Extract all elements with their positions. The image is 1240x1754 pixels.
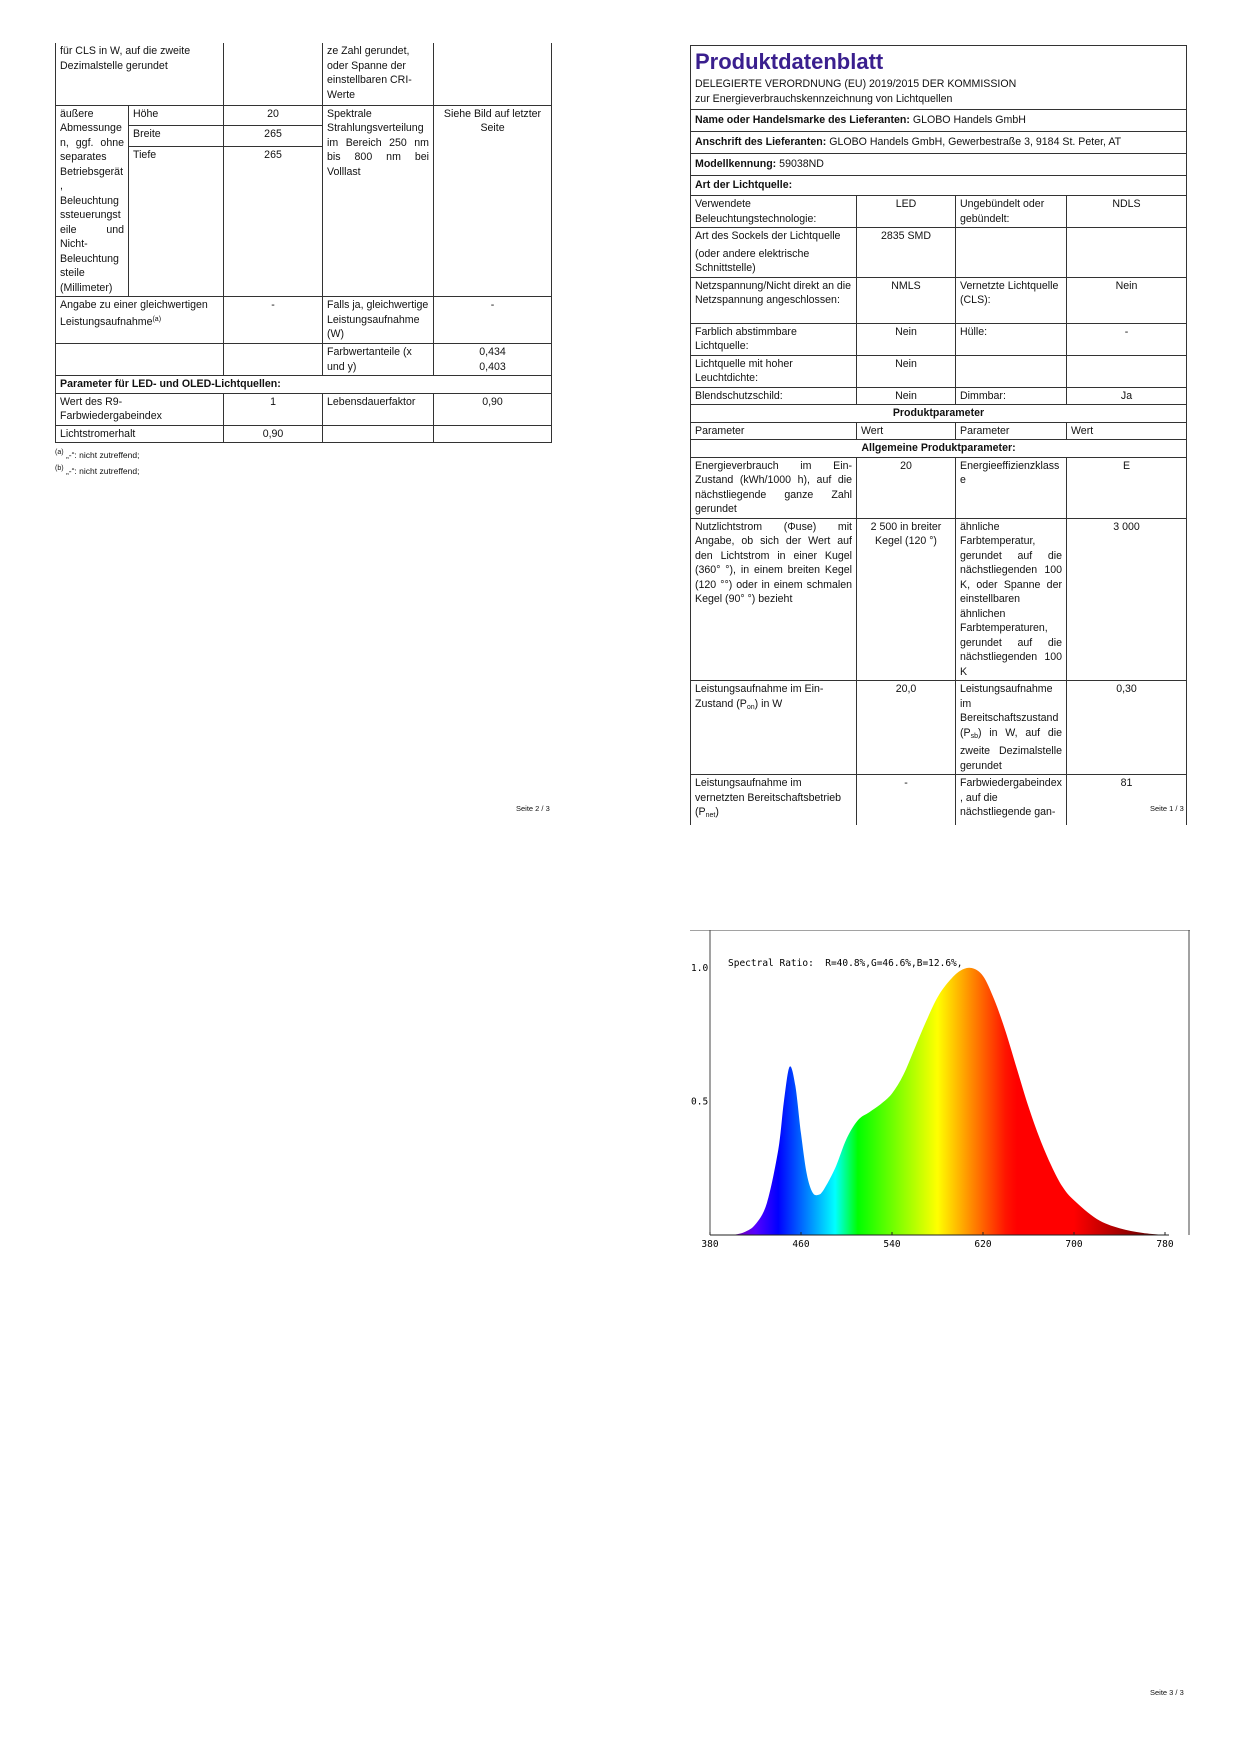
- table-row: Verwendete Beleuchtungstechnologie: LED Ungebündelt oder gebündelt: NDLS: [691, 196, 1187, 228]
- page1-table: [690, 45, 1187, 825]
- address-row: Anschrift des Lieferanten: GLOBO Handels GmbH, Gewerbestraße 3, 9184 St. Peter, AT: [691, 132, 1187, 154]
- table-row: Parameter Wert Parameter Wert: [691, 422, 1187, 440]
- r9-value: 1: [224, 393, 323, 425]
- cri-value: 81: [1067, 775, 1187, 825]
- dimmable-value: Ja: [1067, 387, 1187, 405]
- cls-power-label: für CLS in W, auf die zweite Dezimalstelle gerundet: [56, 43, 224, 105]
- width-value: 265: [224, 126, 323, 147]
- product-params-header: Produktparameter: [691, 405, 1187, 423]
- spectrum-series: [733, 968, 1165, 1235]
- depth-label: Tiefe: [129, 146, 224, 296]
- regulation-text: DELEGIERTE VERORDNUNG (EU) 2019/2015 DER KOMMISSION zur Energieverbrauchskennzeichnung von Lichtquellen: [695, 78, 1017, 105]
- spectral-value: Siehe Bild auf letzter Seite: [434, 105, 552, 297]
- footnote-a: $^{(a)}$ „-“: nicht zutreffend;: [55, 449, 140, 460]
- bundled-value: NDLS: [1067, 196, 1187, 228]
- table-row: [56, 297, 552, 344]
- supplier-value: GLOBO Handels GmbH: [912, 114, 1026, 126]
- x-tick-label: 780: [1156, 1239, 1174, 1250]
- table-row: [56, 105, 552, 126]
- address-value: GLOBO Handels GmbH, Gewerbestraße 3, 9184 St. Peter, AT: [829, 136, 1122, 148]
- general-params-header: Allgemeine Produktparameter:: [691, 440, 1187, 458]
- spectral-label: Spektrale Strahlungsverteilung im Bereich 250 nm bis 800 nm bei Volllast: [323, 105, 434, 297]
- lifetime-factor-label: Lebensdauerfaktor: [323, 393, 434, 425]
- led-params-header: Parameter für LED- und OLED-Lichtquellen:: [56, 376, 552, 394]
- tech-value: LED: [857, 196, 956, 228]
- equiv-power-value: -: [224, 297, 323, 344]
- table-row: Farblich abstimmbare Lichtquelle: Nein Hülle: -: [691, 323, 1187, 355]
- table-row: Lichtquelle mit hoher Leuchtdichte: Nein: [691, 355, 1187, 387]
- cri-label-cont: ze Zahl gerundet, oder Spanne der einstellbaren CRI-Werte: [323, 43, 434, 105]
- table-row: [56, 43, 552, 105]
- table-row: Netzspannung/Nicht direkt an die Netzspannung angeschlossen: NMLS Vernetzte Lichtquelle (CLS): Nein: [691, 277, 1187, 323]
- table-row: [691, 176, 1187, 196]
- page3-number: Seite 3 / 3: [1150, 1688, 1184, 1697]
- page1-number: Seite 1 / 3: [1150, 804, 1184, 813]
- spectrum-chart: [690, 930, 1190, 1250]
- table-row: [691, 154, 1187, 176]
- x-tick-label: 380: [701, 1239, 719, 1250]
- r9-label: Wert des R9-Farbwiedergabeindex: [56, 393, 224, 425]
- mains-value: NMLS: [857, 277, 956, 323]
- page-1: [690, 45, 1187, 825]
- table-row: Blendschutzschild: Nein Dimmbar: Ja: [691, 387, 1187, 405]
- lumen-value: 2 500 in breiter Kegel (120 °): [857, 518, 956, 681]
- x-tick-label: 620: [974, 1239, 992, 1250]
- cct-value: 3 000: [1067, 518, 1187, 681]
- page-2: [55, 43, 552, 478]
- equiv-power-label: Angabe zu einer gleichwertigen Leistungsaufnahme$^{(a)}$: [56, 297, 224, 344]
- y-tick-label: 0.5: [691, 1096, 709, 1108]
- flux-maintenance-value: 0,90: [224, 425, 323, 443]
- chart-title: Spectral Ratio: R=40.8%,G=46.6%,B=12.6%,: [728, 958, 963, 969]
- width-label: Breite: [129, 126, 224, 147]
- table-row: [691, 132, 1187, 154]
- page2-table: [55, 43, 552, 443]
- table-row: Energieverbrauch im Ein-Zustand (kWh/1000 h), auf die nächstliegende ganze Zahl gerundet 20 Energieeffizienzklasse E: [691, 457, 1187, 518]
- supplier-row: Name oder Handelsmarke des Lieferanten: GLOBO Handels GmbH: [691, 110, 1187, 132]
- table-row: [691, 110, 1187, 132]
- lifetime-factor-value: 0,90: [434, 393, 552, 425]
- table-row: [56, 425, 552, 443]
- footnote-b: $^{(b)}$ „-“: nicht zutreffend;: [55, 465, 140, 476]
- pnet-value: -: [857, 775, 956, 825]
- dimensions-label: äußere Abmessungen, ggf. ohne separates Betriebsgerät, Beleuchtungssteuerungsteile und Nicht-Beleuchtungsteile (Millimeter): [56, 105, 129, 297]
- height-label: Höhe: [129, 105, 224, 126]
- x-tick-label: 700: [1065, 1239, 1083, 1250]
- energy-class-value: E: [1067, 457, 1187, 518]
- spectrum-area: [733, 968, 1165, 1235]
- model-row: Modellkennung: 59038ND: [691, 154, 1187, 176]
- table-row: [56, 344, 552, 376]
- table-row: Art des Sockels der Lichtquelle (oder andere elektrische Schnittstelle) 2835 SMD: [691, 228, 1187, 278]
- lightsource-type-header: Art der Lichtquelle:: [691, 176, 1187, 196]
- table-row: [56, 393, 552, 425]
- table-row: Nutzlichtstrom (Φuse) mit Angabe, ob sich der Wert auf den Lichtstrom in einer Kugel (360° °), in einem breiten Kegel (120 °°) oder in einem schmalen Kegel (90° °) bezieht 2 500 in breiter Kegel (120 °) ähnliche Farbtemperatur, gerundet auf die nächstliegenden 100 K, oder Spanne der einstellbaren ähnlichen Farbtemperaturen, gerundet auf die nächstliegenden 100 K 3 000: [691, 518, 1187, 681]
- socket-value: 2835 SMD: [857, 228, 956, 278]
- pon-value: 20,0: [857, 681, 956, 775]
- page2-number: Seite 2 / 3: [516, 804, 550, 813]
- model-value: 59038ND: [779, 158, 824, 170]
- table-row: Leistungsaufnahme im vernetzten Bereitschaftsbetrieb $(P_{net})$ - Farbwiedergabeindex, auf die nächstliegende gan- 81: [691, 775, 1187, 825]
- psb-value: 0,30: [1067, 681, 1187, 775]
- x-tick-label: 540: [883, 1239, 901, 1250]
- flux-maintenance-label: Lichtstromerhalt: [56, 425, 224, 443]
- cls-value: Nein: [1067, 277, 1187, 323]
- energy-value: 20: [857, 457, 956, 518]
- chromaticity-value: 0,434 0,403: [434, 344, 552, 376]
- equiv-power-label2: Falls ja, gleichwertige Leistungsaufnahme (W): [323, 297, 434, 344]
- chromaticity-label: Farbwertanteile (x und y): [323, 344, 434, 376]
- equiv-power-value2: -: [434, 297, 552, 344]
- x-tick-label: 460: [792, 1239, 810, 1250]
- depth-value: 265: [224, 146, 323, 296]
- table-row: Leistungsaufnahme im Ein-Zustand $(P_{on})$ in W 20,0 Leistungsaufnahme im Bereitschaftszustand $(P_{sb})$ in W, auf die zweite Dezimalstelle gerundet 0,30: [691, 681, 1187, 775]
- datasheet-title: Produktdatenblatt: [695, 49, 884, 74]
- y-tick-label: 1.0: [691, 963, 709, 974]
- table-row: [56, 376, 552, 394]
- height-value: 20: [224, 105, 323, 126]
- page-3: [690, 930, 1190, 1255]
